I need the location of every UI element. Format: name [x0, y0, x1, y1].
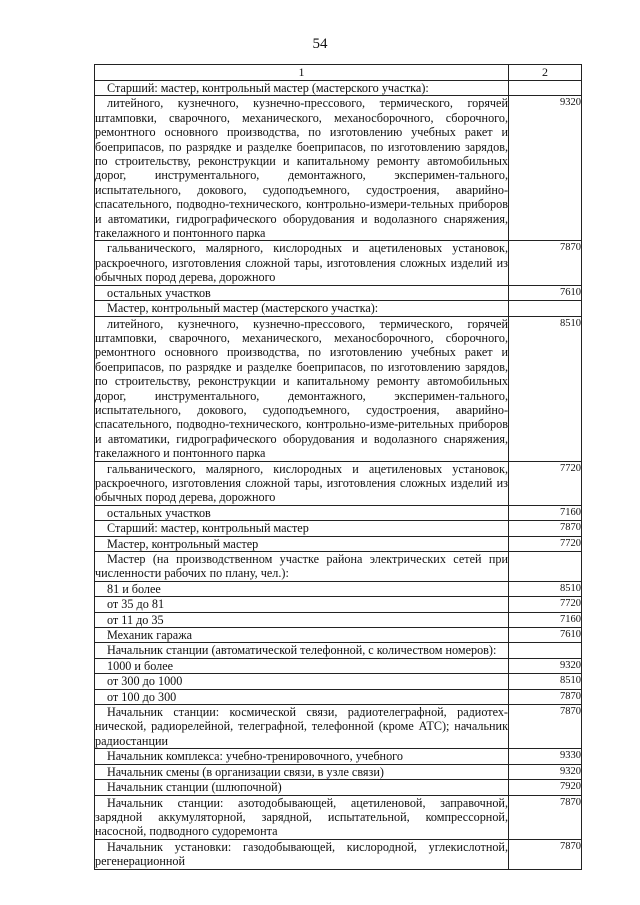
table-row	[95, 795, 582, 839]
salary-value: 7870	[509, 689, 582, 704]
position-description: Мастер, контрольный мастер	[95, 536, 509, 551]
position-description: Начальник станции: азотодобывающей, ацетиленовой, заправочной, зарядной аккумуляторной, зарядной, испытательной, компрессорной, насосной, подводного судоремонта	[95, 795, 508, 839]
table-row	[95, 521, 582, 536]
salary-value: 8510	[509, 316, 582, 461]
salary-table	[94, 64, 582, 870]
salary-value: 8510	[509, 581, 582, 596]
position-description: от 300 до 1000	[95, 674, 509, 689]
position-description: Начальник комплекса: учебно-тренировочного, учебного	[95, 749, 509, 764]
salary-value: 9320	[509, 96, 582, 241]
table-row	[95, 505, 582, 520]
position-description: Механик гаража	[95, 628, 509, 643]
position-description: 1000 и более	[95, 658, 509, 673]
table-row	[95, 552, 582, 582]
position-description: остальных участков	[95, 285, 509, 300]
position-description: остальных участков	[95, 505, 509, 520]
table-row	[95, 96, 582, 241]
table-row	[95, 705, 582, 749]
table-body	[95, 81, 582, 870]
position-description: Начальник станции (автоматической телефонной, с количеством номеров):	[95, 643, 509, 658]
salary-value	[509, 552, 582, 582]
table-row	[95, 658, 582, 673]
table-row	[95, 285, 582, 300]
table-row	[95, 316, 582, 461]
salary-value: 7870	[509, 521, 582, 536]
table-row	[95, 301, 582, 316]
table-row	[95, 81, 582, 96]
position-description: Мастер (на производственном участке района электрических сетей при численности рабочих по плану, чел.):	[95, 552, 508, 581]
position-description: гальванического, малярного, кислородных и ацетиленовых установок, раскроечного, изготовления сложной тары, изготовления сложных изделий из обычных пород дерева, дорожного	[95, 241, 508, 285]
position-description: от 35 до 81	[95, 597, 509, 612]
table-row	[95, 780, 582, 795]
salary-value: 7920	[509, 780, 582, 795]
table-row	[95, 536, 582, 551]
position-description: литейного, кузнечного, кузнечно-прессового, термического, горячей штамповки, сварочного, механического, механосборочного, сборочного, ремонтного основного производства, по изготовлению учебных ракет и боеприпасов, по разрядке и разделке боеприпасов, по изготовлению зарядов, по строительству, реконструкции и капитальному ремонту автомобильных дорог, инструментального, демонтажного, эксперимен-тального, испытательного, докового, судоподъемного, судостроения, аварийно-спасательного, подводно-технического, контрольно-изме-рительных приборов и автоматики, гидрографического оборудования и водолазного снаряжения, такелажного и понтонного парка	[95, 316, 508, 461]
position-description: Начальник станции: космической связи, радиотелеграфной, радиотех-нической, радиорелейной, телеграфной, телефонной (кроме АТС); начальник радиостанции	[95, 705, 508, 748]
table-row	[95, 581, 582, 596]
salary-value: 7870	[509, 795, 582, 839]
position-description: Мастер, контрольный мастер (мастерского участка):	[95, 301, 509, 316]
salary-value: 7610	[509, 628, 582, 643]
table-row	[95, 241, 582, 285]
salary-value: 7720	[509, 536, 582, 551]
salary-value: 9320	[509, 658, 582, 673]
position-description: Начальник станции (шлюпочной)	[95, 780, 509, 795]
salary-value: 9320	[509, 764, 582, 779]
salary-value: 8510	[509, 674, 582, 689]
position-description: от 100 до 300	[95, 689, 509, 704]
salary-value	[509, 301, 582, 316]
salary-value: 7720	[509, 461, 582, 505]
table-row	[95, 839, 582, 869]
salary-value	[509, 643, 582, 658]
column-header-1: 1	[95, 65, 509, 81]
column-header-2: 2	[509, 65, 582, 81]
table-row	[95, 612, 582, 627]
position-description: 81 и более	[95, 581, 509, 596]
salary-value: 9330	[509, 749, 582, 764]
position-description: Старший: мастер, контрольный мастер (мастерского участка):	[95, 81, 509, 96]
position-description: гальванического, малярного, кислородных и ацетиленовых установок, раскроечного, изготовления сложной тары, изготовления сложных изделий из обычных пород дерева, дорожного	[95, 461, 508, 505]
table-row	[95, 749, 582, 764]
table-row	[95, 628, 582, 643]
salary-value: 7870	[509, 705, 582, 749]
table-row	[95, 689, 582, 704]
table-row	[95, 461, 582, 505]
table-row	[95, 674, 582, 689]
salary-value: 7160	[509, 505, 582, 520]
salary-value: 7870	[509, 241, 582, 285]
table-header-row	[95, 65, 582, 81]
salary-value: 7160	[509, 612, 582, 627]
table-row	[95, 764, 582, 779]
position-description: от 11 до 35	[95, 612, 509, 627]
salary-value: 7870	[509, 839, 582, 869]
salary-value: 7720	[509, 597, 582, 612]
position-description: литейного, кузнечного, кузнечно-прессового, термического, горячей штамповки, сварочного, механического, механосборочного, сборочного, ремонтного основного производства, по изготовлению учебных ракет и боеприпасов, по разрядке и разделке боеприпасов, по изготовлению зарядов, по строительству, реконструкции и капитальному ремонту автомобильных дорог, инструментального, демонтажного, эксперимен-тального, испытательного, докового, судоподъемного, судостроения, аварийно-спасательного, подводно-технического, контрольно-измери-тельных приборов и автоматики, гидрографического оборудования и водолазного снаряжения, такелажного и понтонного парка	[95, 96, 508, 241]
salary-value	[509, 81, 582, 96]
page-number: 54	[312, 36, 328, 52]
position-description: Начальник смены (в организации связи, в узле связи)	[95, 764, 509, 779]
table-row	[95, 597, 582, 612]
table-row	[95, 643, 582, 658]
position-description: Старший: мастер, контрольный мастер	[95, 521, 509, 536]
position-description: Начальник установки: газодобывающей, кислородной, углекислотной, регенерационной	[95, 839, 508, 869]
salary-value: 7610	[509, 285, 582, 300]
